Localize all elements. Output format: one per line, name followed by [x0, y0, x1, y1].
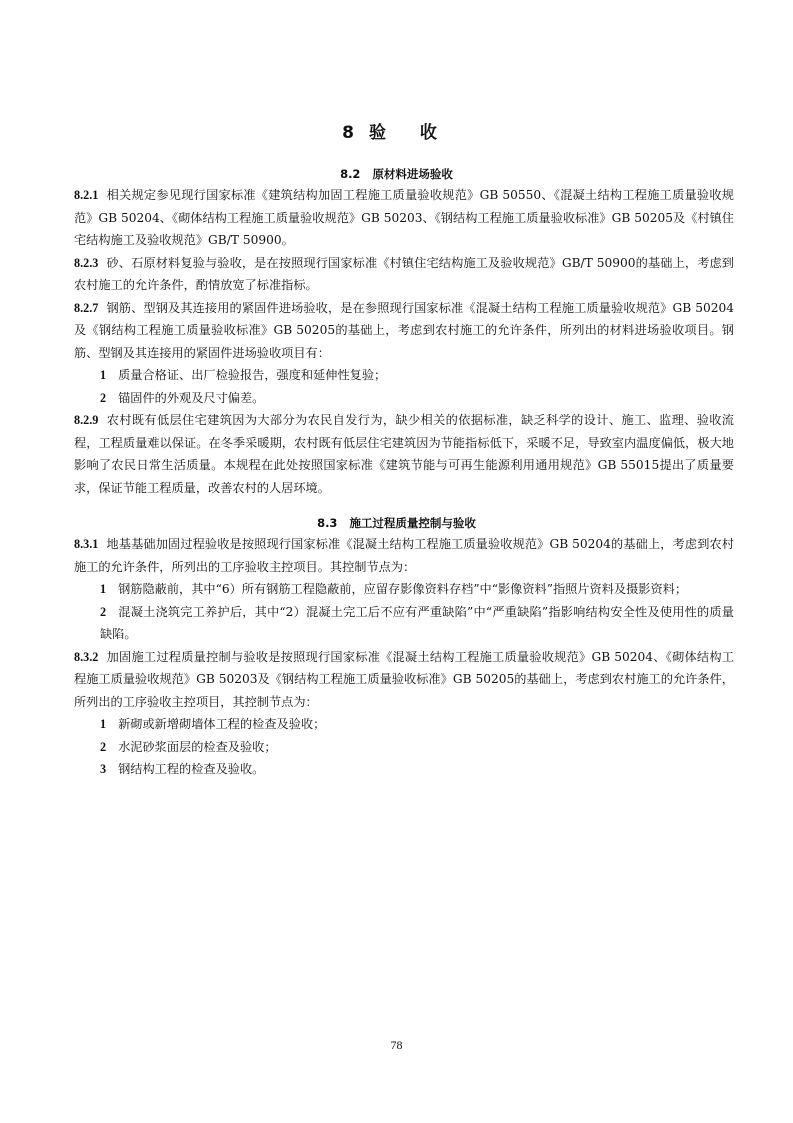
section-title-8-2 — [0, 166, 793, 182]
section-title-8-3 — [0, 515, 793, 531]
chapter-heading: 验 收 — [368, 123, 451, 143]
list-item — [74, 713, 734, 736]
list-item — [74, 736, 734, 759]
list-item — [74, 364, 734, 387]
item-number: 1 — [100, 368, 107, 382]
list-item — [74, 758, 734, 781]
clause-number: 8.2.1 — [74, 188, 99, 202]
chapter-number: 8 — [342, 123, 355, 143]
item-text: 新砌或新增砌墙体工程的检查及验收； — [118, 717, 326, 731]
clause-number: 8.2.3 — [74, 255, 99, 270]
section-number: 8.2 — [340, 167, 361, 181]
item-number: 3 — [100, 762, 107, 776]
page-number: 78 — [390, 1038, 403, 1052]
clause-text: 砂、石原材料复验与验收，是在按照现行国家标准《村镇住宅结构施工及验收规范》GB/T 50900的基础上，考虑到农村施工的允许条件，酌情放宽了标准指标。 — [74, 255, 734, 292]
section-heading: 原材料进场验收 — [372, 167, 453, 181]
clause-text: 钢筋、型钢及其连接用的紧固件进场验收，是在参照现行国家标准《混凝土结构工程施工质量验收规范》GB 50204及《钢结构工程施工质量验收标准》GB 50205的基础上，考虑到农村施工的允许条件，所列出的材料进场验收项目。钢筋、型钢及其连接用的紧固件进场验收项目有： — [74, 300, 734, 360]
list-item — [74, 601, 734, 646]
item-text: 水泥砂浆面层的检查及验收； — [118, 739, 277, 754]
item-number: 2 — [100, 604, 107, 619]
item-text: 质量合格证、出厂检验报告，强度和延伸性复验； — [118, 368, 387, 382]
clause-text: 地基基础加固过程验收是按照现行国家标准《混凝土结构工程施工质量验收规范》GB 50204的基础上，考虑到农村施工的允许条件，所列出的工序验收主控项目。其控制节点为： — [74, 537, 734, 574]
item-text: 钢筋隐蔽前，其中“6）所有钢筋工程隐蔽前，应留存影像资料存档”中“影像资料”指照片资料及摄影资料； — [118, 582, 688, 596]
clause-text: 相关规定参见现行国家标准《建筑结构加固工程施工质量验收规范》GB 50550、《混凝土结构工程施工质量验收规范》GB 50204、《砌体结构工程施工质量验收规范》GB 50203、《钢结构工程施工质量验收标准》GB 50205及《村镇住宅结构施工及验收规范》GB/T 50900。 — [74, 188, 734, 247]
clause-8-2-7 — [74, 297, 734, 365]
clause-8-3-1 — [74, 533, 734, 578]
clause-text: 农村既有低层住宅建筑因为大部分为农民自发行为，缺少相关的依据标准，缺乏科学的设计、施工、监理、验收流程，工程质量难以保证。在冬季采暖期，农村既有低层住宅建筑因为节能指标低下，采暖不足，导致室内温度偏低，极大地影响了农民日常生活质量。本规程在此处按照国家标准《建筑节能与可再生能源利用通用规范》GB 55015提出了质量要求，保证节能工程质量，改善农村的人居环境。 — [74, 413, 734, 495]
clause-8-2-1 — [74, 184, 734, 252]
section-number: 8.3 — [317, 516, 338, 530]
item-text: 混凝土浇筑完工养护后，其中“2）混凝土完工后不应有严重缺陷”中“严重缺陷”指影响结构安全性及使用性的质量缺陷。 — [100, 604, 734, 641]
section-body-8-2 — [74, 184, 734, 499]
item-number: 1 — [100, 717, 107, 731]
list-item — [74, 578, 734, 601]
clause-8-3-2 — [74, 646, 734, 714]
item-text: 钢结构工程的检查及验收。 — [118, 762, 265, 776]
section-heading: 施工过程质量控制与验收 — [349, 516, 476, 530]
section-body-8-3 — [74, 533, 734, 781]
clause-number: 8.3.1 — [74, 537, 99, 551]
clause-number: 8.2.7 — [74, 300, 99, 315]
item-text: 锚固件的外观及尺寸偏差。 — [118, 390, 265, 405]
clause-number: 8.2.9 — [74, 413, 99, 427]
item-number: 2 — [100, 390, 107, 405]
clause-text: 加固施工过程质量控制与验收是按照现行国家标准《混凝土结构工程施工质量验收规范》GB 50204、《砌体结构工程施工质量验收规范》GB 50203及《钢结构工程施工质量验收标准》GB 50205的基础上，考虑到农村施工的允许条件，所列出的工序验收主控项目，其控制节点为： — [74, 649, 734, 709]
item-number: 1 — [100, 582, 107, 596]
clause-8-2-9 — [74, 409, 734, 499]
clause-number: 8.3.2 — [74, 649, 99, 664]
clause-8-2-3 — [74, 252, 734, 297]
chapter-title — [0, 118, 793, 143]
item-number: 2 — [100, 739, 107, 754]
list-item — [74, 387, 734, 410]
